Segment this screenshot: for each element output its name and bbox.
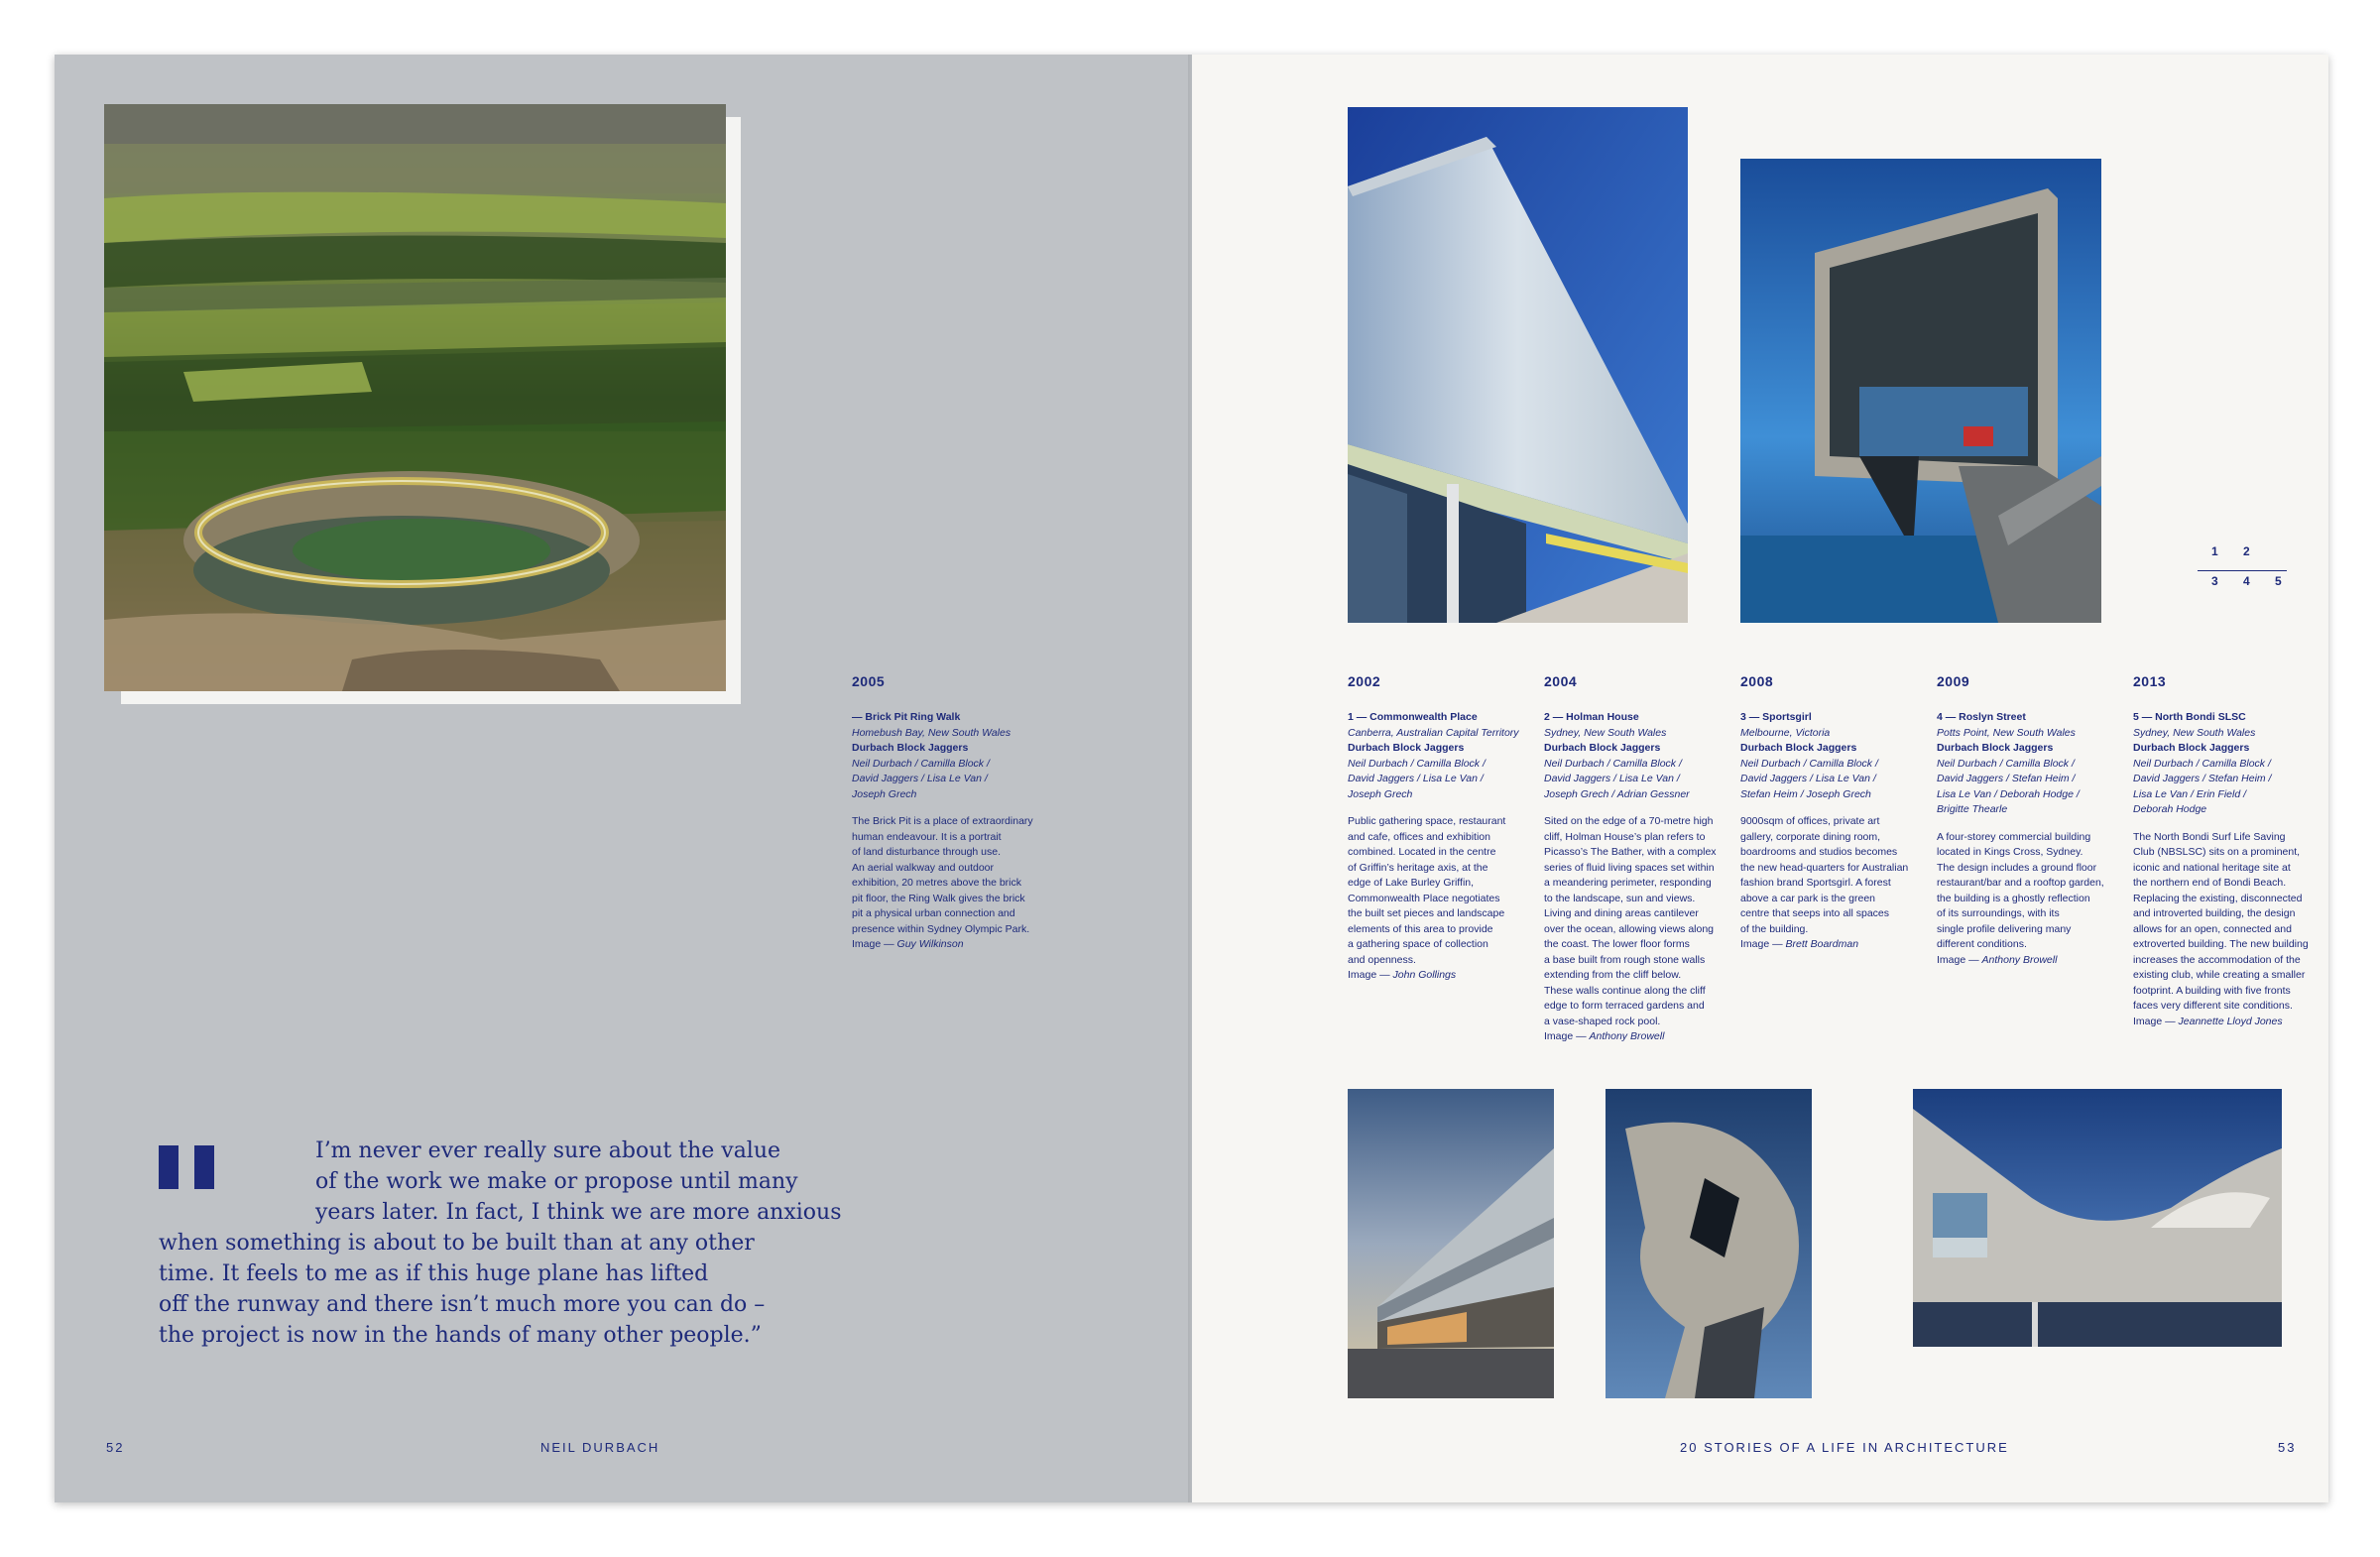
- body-line: existing club, while creating a smaller: [2133, 969, 2306, 981]
- project-title: 3 — Sportsgirl: [1740, 711, 1812, 723]
- body-line: the northern end of Bondi Beach.: [2133, 877, 2287, 889]
- body-line: Club (NBSLSC) sits on a prominent,: [2133, 846, 2301, 858]
- body-line: edge to form terraced gardens and: [1544, 1000, 1705, 1012]
- body-line: extroverted building. The new building: [2133, 938, 2309, 950]
- body-line: of its surroundings, with its: [1937, 907, 2060, 919]
- project-team-line: David Jaggers / Lisa Le Van /: [852, 773, 988, 784]
- project-title: — Brick Pit Ring Walk: [852, 711, 961, 723]
- body-line: Living and dining areas cantilever: [1544, 907, 1699, 919]
- project-location: Potts Point, New South Wales: [1937, 726, 2076, 739]
- body-line: a base built from rough stone walls: [1544, 953, 1706, 966]
- quote-line: time. It feels to me as if this huge plane has lifted: [159, 1261, 709, 1286]
- image-credit: Image — Brett Boardman: [1740, 938, 1859, 950]
- page-number-left: 52: [106, 1440, 125, 1455]
- body-line: footprint. A building with five fronts: [2133, 984, 2291, 997]
- project-team-line: David Jaggers / Stefan Heim /: [1937, 773, 2076, 784]
- body-line: of land disturbance through use.: [852, 846, 1002, 858]
- body-line: pit floor, the Ring Walk gives the brick: [852, 892, 1025, 904]
- body-line: combined. Located in the centre: [1348, 846, 1496, 858]
- body-line: pit a physical urban connection and: [852, 907, 1015, 919]
- project-team-line: Lisa Le Van / Deborah Hodge /: [1937, 787, 2080, 800]
- project-team-line: Neil Durbach / Camilla Block /: [2133, 757, 2271, 770]
- photo-layout-legend: [2198, 544, 2287, 592]
- right-page: [1192, 55, 2328, 1502]
- page-number-right: 53: [2278, 1440, 2297, 1455]
- body-line: The Brick Pit is a place of extraordinary: [852, 815, 1033, 827]
- body-line: Commonwealth Place negotiates: [1348, 892, 1500, 904]
- project-location: Homebush Bay, New South Wales: [852, 726, 1012, 739]
- image-credit: Image — Jeannette Lloyd Jones: [2133, 1015, 2283, 1027]
- body-line: different conditions.: [1937, 938, 2027, 950]
- legend-divider: [2198, 570, 2287, 571]
- body-line: edge of Lake Burley Griffin,: [1348, 877, 1475, 889]
- project-location: Canberra, Australian Capital Territory: [1348, 726, 1519, 739]
- body-line: faces very different site conditions.: [2133, 1000, 2293, 1012]
- left-page: [55, 55, 1192, 1502]
- project-location: Melbourne, Victoria: [1740, 726, 1831, 739]
- body-line: a meandering perimeter, responding: [1544, 877, 1712, 889]
- roslyn-street-caption: [1937, 710, 2125, 968]
- project-team-line: Joseph Grech: [1348, 787, 1413, 800]
- project-location: Sydney, New South Wales: [1544, 726, 1667, 739]
- running-head-right: 20 STORIES OF A LIFE IN ARCHITECTURE: [1680, 1440, 2009, 1455]
- body-line: elements of this area to provide: [1348, 922, 1493, 935]
- project-firm: Durbach Block Jaggers: [1544, 742, 1661, 754]
- body-line: allows for an open, connected and: [2133, 922, 2292, 935]
- quote-line: I’m never ever really sure about the value: [315, 1138, 781, 1163]
- project-team-line: David Jaggers / Lisa Le Van /: [1348, 773, 1484, 784]
- quote-line: of the work we make or propose until many: [315, 1169, 798, 1194]
- body-line: 9000sqm of offices, private art: [1740, 815, 1880, 827]
- project-team-line: Neil Durbach / Camilla Block /: [1544, 757, 1682, 770]
- body-line: over the ocean, allowing views along: [1544, 922, 1715, 935]
- body-line: The design includes a ground floor: [1937, 861, 2097, 874]
- project-title: 2 — Holman House: [1544, 711, 1639, 723]
- project-team-line: Neil Durbach / Camilla Block /: [1937, 757, 2075, 770]
- body-line: and introverted building, the design: [2133, 907, 2296, 919]
- project-team-line: Neil Durbach / Camilla Block /: [852, 757, 990, 770]
- body-line: single profile delivering many: [1937, 922, 2072, 935]
- project-firm: Durbach Block Jaggers: [1348, 742, 1465, 754]
- quote-line: the project is now in the hands of many other people.”: [159, 1323, 762, 1348]
- body-line: fashion brand Sportsgirl. A forest: [1740, 877, 1891, 889]
- body-line: extending from the cliff below.: [1544, 969, 1682, 981]
- project-description: [2133, 830, 2321, 1030]
- image-credit: Image — Guy Wilkinson: [852, 938, 964, 950]
- project-team-line: David Jaggers / Lisa Le Van /: [1740, 773, 1876, 784]
- body-line: The North Bondi Surf Life Saving: [2133, 830, 2286, 843]
- magazine-spread: [55, 55, 2328, 1502]
- body-line: An aerial walkway and outdoor: [852, 861, 995, 874]
- commonwealth-place-photo: [1348, 107, 1688, 623]
- project-team-line: David Jaggers / Lisa Le Van /: [1544, 773, 1680, 784]
- project-team-line: Lisa Le Van / Erin Field /: [2133, 787, 2247, 800]
- project-firm: Durbach Block Jaggers: [2133, 742, 2250, 754]
- holman-house-photo: [1740, 159, 2101, 623]
- project-team-line: David Jaggers / Stefan Heim /: [2133, 773, 2272, 784]
- project-description: [1544, 814, 1732, 1045]
- body-line: located in Kings Cross, Sydney.: [1937, 846, 2083, 858]
- project-year: 2013: [2133, 673, 2167, 689]
- brick-pit-aerial-photo: [104, 104, 726, 691]
- body-line: a vase-shaped rock pool.: [1544, 1015, 1661, 1027]
- body-line: centre that seeps into all spaces: [1740, 907, 1890, 919]
- project-title: 4 — Roslyn Street: [1937, 711, 2026, 723]
- sportsgirl-caption: [1740, 710, 1929, 953]
- north-bondi-photo: [1913, 1089, 2282, 1347]
- image-credit: Image — John Gollings: [1348, 969, 1457, 981]
- body-line: restaurant/bar and a rooftop garden,: [1937, 877, 2104, 889]
- body-line: the built set pieces and landscape: [1348, 907, 1505, 919]
- project-team-line: Neil Durbach / Camilla Block /: [1740, 757, 1878, 770]
- legend-number: 2: [2243, 544, 2250, 558]
- body-line: the new head-quarters for Australian: [1740, 861, 1909, 874]
- project-team-line: Deborah Hodge: [2133, 803, 2207, 815]
- body-line: above a car park is the green: [1740, 892, 1875, 904]
- project-description: [852, 814, 1070, 953]
- body-line: iconic and national heritage site at: [2133, 861, 2291, 874]
- body-line: Replacing the existing, disconnected: [2133, 892, 2303, 904]
- body-line: the building is a ghostly reflection: [1937, 892, 2090, 904]
- legend-number: 1: [2211, 544, 2218, 558]
- project-team-line: Brigitte Thearle: [1937, 803, 2008, 815]
- image-credit: Image — Anthony Browell: [1544, 1030, 1665, 1042]
- project-team-line: Stefan Heim / Joseph Grech: [1740, 787, 1871, 800]
- project-firm: Durbach Block Jaggers: [1740, 742, 1857, 754]
- body-line: Public gathering space, restaurant: [1348, 815, 1506, 827]
- legend-bottom-row: [2198, 574, 2287, 592]
- project-title: 1 — Commonwealth Place: [1348, 711, 1478, 723]
- brick-pit-caption: [852, 710, 1070, 953]
- running-head-left: NEIL DURBACH: [540, 1440, 660, 1455]
- body-line: exhibition, 20 metres above the brick: [852, 877, 1022, 889]
- project-year: 2008: [1740, 673, 1774, 689]
- body-line: gallery, corporate dining room,: [1740, 830, 1881, 843]
- body-line: A four-storey commercial building: [1937, 830, 2091, 843]
- project-description: [1937, 830, 2125, 969]
- project-firm: Durbach Block Jaggers: [852, 742, 969, 754]
- project-year: 2005: [852, 673, 886, 689]
- project-description: [1348, 814, 1536, 984]
- legend-number: 5: [2275, 574, 2282, 588]
- north-bondi-caption: [2133, 710, 2321, 1029]
- body-line: Picasso’s The Bather, with a complex: [1544, 846, 1717, 858]
- project-description: [1740, 814, 1929, 953]
- body-line: human endeavour. It is a portrait: [852, 830, 1002, 843]
- body-line: a gathering space of collection: [1348, 938, 1488, 950]
- project-team-line: Joseph Grech: [852, 787, 917, 800]
- body-line: increases the accommodation of the: [2133, 953, 2301, 966]
- project-location: Sydney, New South Wales: [2133, 726, 2256, 739]
- body-line: and cafe, offices and exhibition: [1348, 830, 1490, 843]
- body-line: series of fluid living spaces set within: [1544, 861, 1715, 874]
- quote-line: off the runway and there isn’t much more you can do –: [159, 1292, 766, 1317]
- sportsgirl-photo: [1348, 1089, 1554, 1398]
- body-line: presence within Sydney Olympic Park.: [852, 922, 1030, 935]
- body-line: boardrooms and studios becomes: [1740, 846, 1898, 858]
- commonwealth-place-caption: [1348, 710, 1536, 984]
- legend-number: 4: [2243, 574, 2250, 588]
- pull-quote: [159, 1136, 853, 1351]
- image-credit: Image — Anthony Browell: [1937, 953, 2058, 966]
- body-line: and openness.: [1348, 953, 1416, 966]
- body-line: Sited on the edge of a 70-metre high: [1544, 815, 1714, 827]
- quote-line: years later. In fact, I think we are more anxious: [315, 1200, 842, 1225]
- holman-house-caption: [1544, 710, 1732, 1045]
- project-firm: Durbach Block Jaggers: [1937, 742, 2054, 754]
- quote-line: when something is about to be built than at any other: [159, 1231, 755, 1256]
- project-title: 5 — North Bondi SLSC: [2133, 711, 2246, 723]
- body-line: the coast. The lower floor forms: [1544, 938, 1690, 950]
- body-line: of Griffin’s heritage axis, at the: [1348, 861, 1488, 874]
- legend-top-row: [2198, 544, 2287, 562]
- project-year: 2002: [1348, 673, 1381, 689]
- project-team-line: Joseph Grech / Adrian Gessner: [1544, 787, 1690, 800]
- project-team-line: Neil Durbach / Camilla Block /: [1348, 757, 1486, 770]
- roslyn-street-photo: [1606, 1089, 1812, 1398]
- body-line: These walls continue along the cliff: [1544, 984, 1706, 997]
- project-year: 2004: [1544, 673, 1578, 689]
- body-line: to the landscape, sun and views.: [1544, 892, 1696, 904]
- body-line: of the building.: [1740, 922, 1809, 935]
- legend-number: 3: [2211, 574, 2218, 588]
- body-line: cliff, Holman House’s plan refers to: [1544, 830, 1706, 843]
- project-year: 2009: [1937, 673, 1970, 689]
